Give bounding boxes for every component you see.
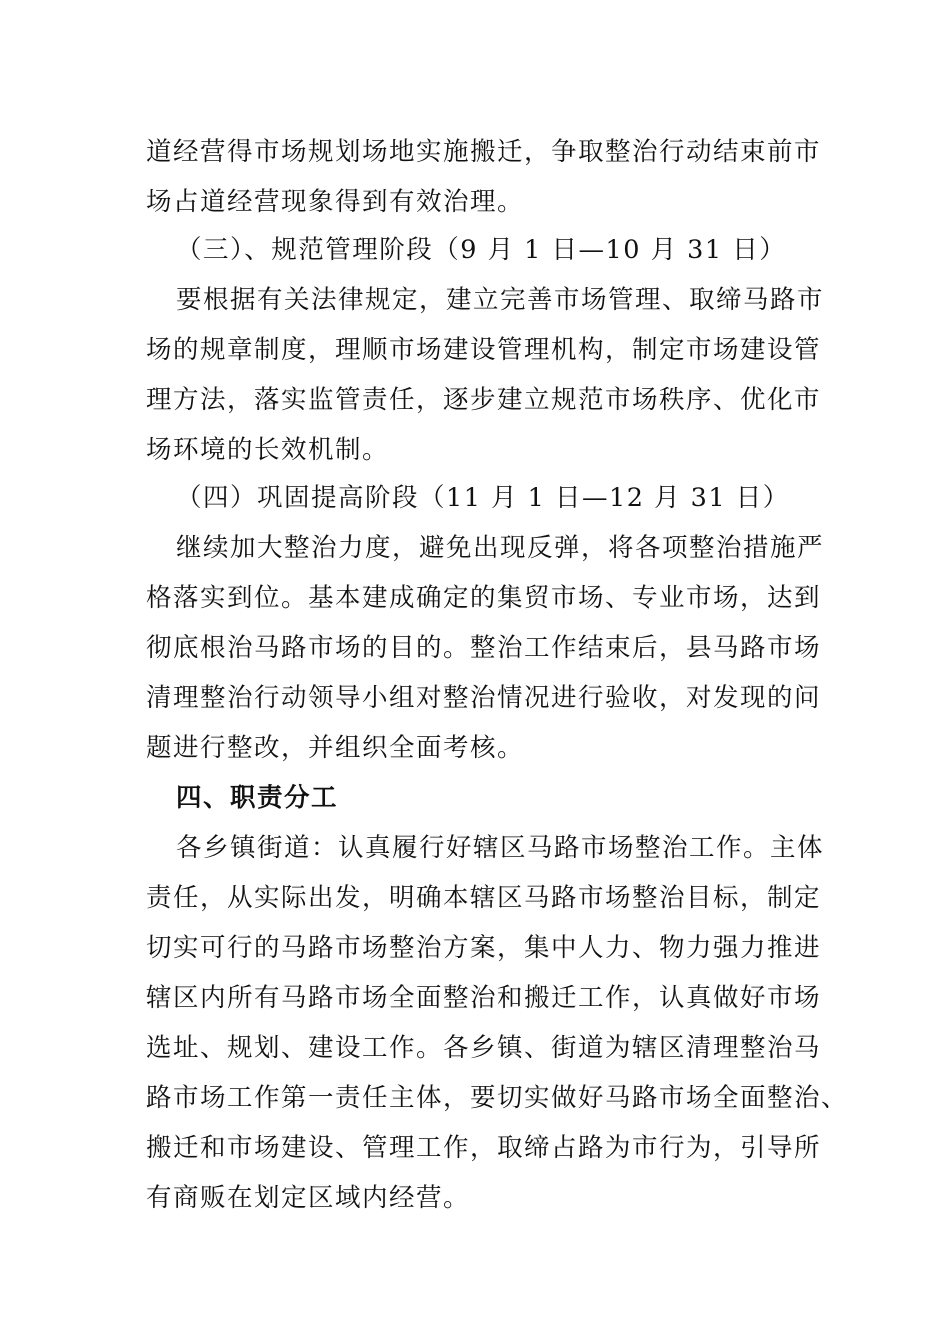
text-line: 彻底根治马路市场的目的。整治工作结束后，县马路市场 <box>146 633 822 663</box>
section-subheading: （三）、规范管理阶段（9 月 1 日—10 月 31 日） <box>176 235 787 265</box>
text-line: 理方法，落实监管责任，逐步建立规范市场秩序、优化市 <box>146 385 822 415</box>
text-line: 有商贩在划定区域内经营。 <box>146 1183 471 1213</box>
text-line: 选址、规划、建设工作。各乡镇、街道为辖区清理整治马 <box>146 1033 822 1063</box>
text-line: 切实可行的马路市场整治方案，集中人力、物力强力推进 <box>146 933 822 963</box>
text-line: 搬迁和市场建设、管理工作，取缔占路为市行为，引导所 <box>146 1133 822 1163</box>
text-line: 各乡镇街道：认真履行好辖区马路市场整治工作。主体 <box>176 833 825 863</box>
text-line: 场占道经营现象得到有效治理。 <box>146 187 525 217</box>
text-line: 辖区内所有马路市场全面整治和搬迁工作，认真做好市场 <box>146 983 822 1013</box>
text-line: 场环境的长效机制。 <box>146 435 390 465</box>
text-line: 清理整治行动领导小组对整治情况进行验收，对发现的问 <box>146 683 822 713</box>
text-line: 路市场工作第一责任主体，要切实做好马路市场全面整治、 <box>146 1083 849 1113</box>
text-line: 要根据有关法律规定，建立完善市场管理、取缔马路市 <box>176 285 825 315</box>
text-line: 责任，从实际出发，明确本辖区马路市场整治目标，制定 <box>146 883 822 913</box>
text-line: 题进行整改，并组织全面考核。 <box>146 733 525 763</box>
text-line: 道经营得市场规划场地实施搬迁，争取整治行动结束前市 <box>146 137 822 167</box>
text-line: 继续加大整治力度，避免出现反弹，将各项整治措施严 <box>176 533 825 563</box>
text-line: 场的规章制度，理顺市场建设管理机构，制定市场建设管 <box>146 335 822 365</box>
section-subheading: （四）巩固提高阶段（11 月 1 日—12 月 31 日） <box>176 483 790 513</box>
section-heading: 四、职责分工 <box>176 783 339 813</box>
text-line: 格落实到位。基本建成确定的集贸市场、专业市场，达到 <box>146 583 822 613</box>
